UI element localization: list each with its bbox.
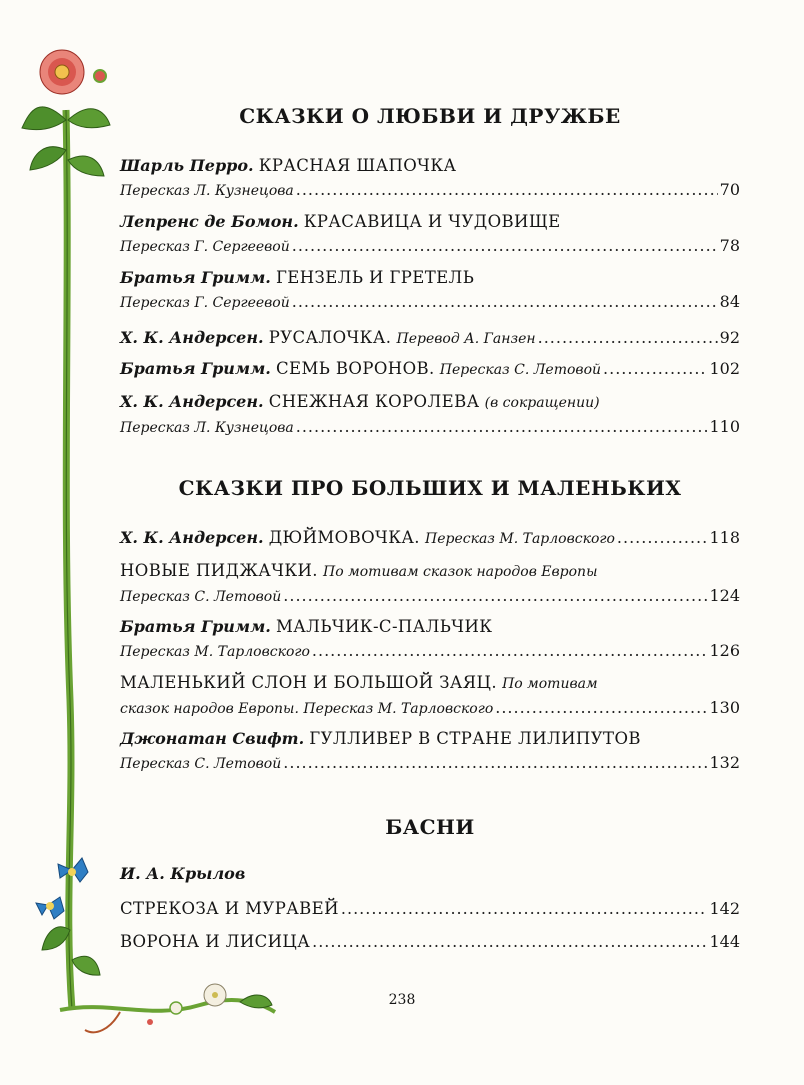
entry-title: СНЕЖНАЯ КОРОЛЕВА xyxy=(268,392,480,411)
leaf-icon xyxy=(68,109,110,128)
entry-author: Х. К. Андерсен. xyxy=(120,528,264,547)
dot-leader xyxy=(292,290,718,314)
dot-leader xyxy=(538,326,718,350)
dot-leader xyxy=(283,751,707,775)
toc-entry[interactable] xyxy=(120,526,740,551)
entry-title: ВОРОНА И ЛИСИЦА xyxy=(120,932,311,951)
leaf-icon xyxy=(30,147,66,170)
leaf-icon xyxy=(72,956,100,975)
entry-author: Братья Гримм. xyxy=(120,268,271,287)
entry-note: По мотивам сказок народов Европы xyxy=(323,564,598,580)
dot-leader xyxy=(312,930,707,954)
author-heading xyxy=(120,862,740,886)
entry-page: 92 xyxy=(719,328,740,347)
dot-leader xyxy=(296,178,718,202)
entry-subtitle: Пересказ Г. Сергеевой xyxy=(120,239,290,255)
entry-page: 124 xyxy=(709,586,740,605)
entry-title: СТРЕКОЗА И МУРАВЕЙ xyxy=(120,899,339,918)
entry-page: 78 xyxy=(719,236,740,255)
toc-entry[interactable] xyxy=(120,210,740,259)
entry-subtitle: Пересказ С. Летовой xyxy=(120,756,282,772)
section-heading: СКАЗКИ ПРО БОЛЬШИХ И МАЛЕНЬКИХ xyxy=(178,476,682,500)
entry-author: Х. К. Андерсен. xyxy=(120,392,264,411)
entry-note: Перевод А. Ганзен xyxy=(396,331,536,347)
dot-leader xyxy=(312,639,708,663)
toc-entry[interactable] xyxy=(120,559,740,609)
section-heading: БАСНИ xyxy=(385,815,475,839)
entry-title: ДЮЙМОВОЧКА. xyxy=(268,528,420,547)
leaf-icon xyxy=(68,156,104,176)
entry-page: 102 xyxy=(709,359,740,378)
dot-leader xyxy=(341,897,708,921)
entry-subtitle: Пересказ Г. Сергеевой xyxy=(120,295,290,311)
dot-leader xyxy=(603,357,707,381)
berry-icon xyxy=(147,1019,153,1025)
entry-title: ГУЛЛИВЕР В СТРАНЕ ЛИЛИПУТОВ xyxy=(309,729,641,748)
leaf-icon xyxy=(22,107,66,130)
toc-entry[interactable] xyxy=(120,615,740,664)
page-number: 238 xyxy=(388,992,416,1008)
entry-author: Шарль Перро. xyxy=(120,156,254,175)
section-heading: СКАЗКИ О ЛЮБВИ И ДРУЖБЕ xyxy=(239,104,621,128)
entry-page: 144 xyxy=(709,932,740,951)
entry-subtitle: сказок народов Европы. Пересказ М. Тарловского xyxy=(120,701,494,717)
toc-entry[interactable] xyxy=(120,326,740,351)
entry-subtitle: Пересказ Л. Кузнецова xyxy=(120,183,294,199)
dot-leader xyxy=(495,696,707,720)
entry-author: Братья Гримм. xyxy=(120,617,271,636)
entry-note: Пересказ С. Летовой xyxy=(439,362,602,378)
entry-title: ГЕНЗЕЛЬ И ГРЕТЕЛЬ xyxy=(275,268,475,287)
toc-entry[interactable] xyxy=(120,154,740,203)
entry-subtitle: Пересказ Л. Кузнецова xyxy=(120,420,294,436)
entry-page: 132 xyxy=(709,753,740,772)
entry-title: РУСАЛОЧКА. xyxy=(268,328,392,347)
entry-author: Джонатан Свифт. xyxy=(120,729,305,748)
entry-title: МАЛЕНЬКИЙ СЛОН И БОЛЬШОЙ ЗАЯЦ. xyxy=(120,673,497,692)
entry-subtitle: Пересказ М. Тарловского xyxy=(120,644,310,660)
toc-entry[interactable] xyxy=(120,930,740,954)
entry-note: Пересказ М. Тарловского xyxy=(425,531,615,547)
entry-page: 118 xyxy=(709,528,740,547)
toc-entry[interactable] xyxy=(120,897,740,921)
dot-leader xyxy=(292,234,718,258)
toc-entry[interactable] xyxy=(120,390,740,440)
entry-title: КРАСАВИЦА И ЧУДОВИЩЕ xyxy=(303,212,561,231)
toc-entry[interactable] xyxy=(120,671,740,721)
entry-title: МАЛЬЧИК-С-ПАЛЬЧИК xyxy=(275,617,493,636)
entry-title: КРАСНАЯ ШАПОЧКА xyxy=(258,156,457,175)
entry-page: 130 xyxy=(709,698,740,717)
entry-author: Х. К. Андерсен. xyxy=(120,328,264,347)
dot-leader xyxy=(296,415,708,439)
bud-icon xyxy=(94,70,106,82)
blue-flower-icon xyxy=(58,858,88,882)
entry-page: 70 xyxy=(719,180,740,199)
entry-author: И. А. Крылов xyxy=(120,864,246,883)
entry-author: Братья Гримм. xyxy=(120,359,271,378)
toc-entry[interactable] xyxy=(120,266,740,315)
entry-page: 142 xyxy=(709,899,740,918)
entry-note: (в сокращении) xyxy=(484,395,600,411)
entry-title: СЕМЬ ВОРОНОВ. xyxy=(275,359,435,378)
entry-page: 84 xyxy=(719,292,740,311)
entry-title: НОВЫЕ ПИДЖАЧКИ. xyxy=(120,561,318,580)
entry-page: 110 xyxy=(709,417,740,436)
red-flower-icon xyxy=(40,50,84,94)
blue-flower-icon xyxy=(36,897,64,919)
dot-leader xyxy=(617,526,708,550)
dot-leader xyxy=(283,584,707,608)
entry-page: 126 xyxy=(709,641,740,660)
entry-author: Лепренс де Бомон. xyxy=(120,212,299,231)
entry-subtitle: Пересказ С. Летовой xyxy=(120,589,282,605)
toc-entry[interactable] xyxy=(120,357,740,382)
toc-entry[interactable] xyxy=(120,727,740,776)
entry-note: По мотивам xyxy=(502,676,598,692)
